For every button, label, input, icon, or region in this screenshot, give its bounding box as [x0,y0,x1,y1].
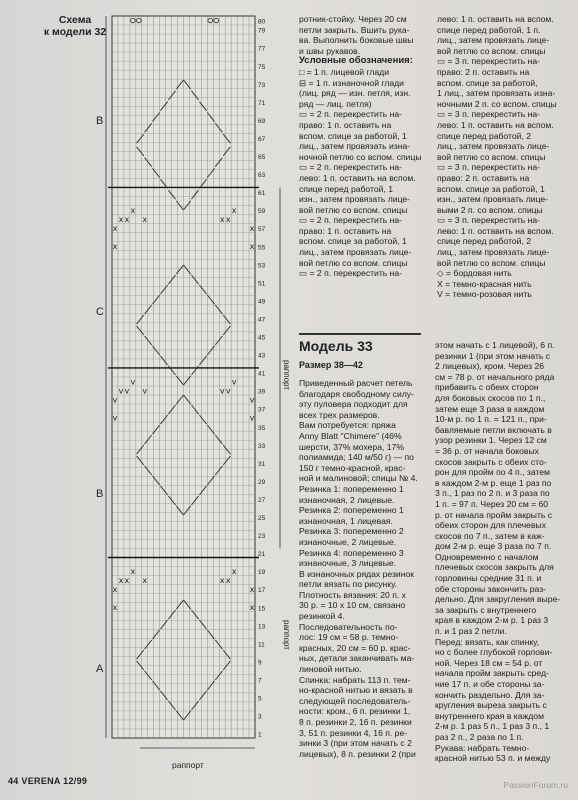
row-number: 73 [258,81,266,89]
dark-pink-stitch-symbol: v [112,413,118,423]
text-line: V = темно-розовая нить [437,289,532,300]
rapport-bottom-label: раппорт [172,760,204,770]
text-line: лево: 1 п. оставить на вспом. [437,14,554,24]
text-line: Последовательность по- [299,621,398,632]
text-line: 30 р. = 10 х 10 см, связано [299,600,406,611]
text-line: затем еще 3 раза в каждом [435,403,545,414]
text-line: лево: 1 п. оставить на вспом. [437,225,554,236]
text-line: кончить раздельно. Для за- [435,689,545,700]
text-line: за закрыть с внутреннего [435,604,537,615]
dark-red-stitch-symbol: x [249,603,255,613]
section-rule [299,333,421,335]
row-number: 49 [258,298,266,306]
text-line: горловины средние 31 п. и [435,573,542,584]
dark-red-stitch-symbol: x [130,567,136,577]
text-line: узор резинки 1. Через 12 см [435,435,547,446]
text-line: изнаночная, 2 лицевые. [299,494,395,505]
row-number: 21 [258,551,266,559]
text-line: см = 78 р. от начального ряда [435,371,555,382]
text-line: р. от начала пройм закрыть с [435,509,553,520]
text-line: изн., затем провязать лице- [299,194,411,205]
text-line: ночной петлю со вспом. спицы [299,151,422,162]
text-line: Anny Blatt "Chimere" (46% [299,430,402,441]
row-number: 55 [258,244,266,252]
row-number: 35 [258,424,266,432]
text-line: п. и 1 раз 2 петли. [435,626,507,637]
text-line: красной нитью 53 п. и между [435,753,551,764]
row-number: 65 [258,154,266,162]
text-line: право: 1 п. оставить на [299,119,392,130]
dark-red-stitch-symbol: x [118,576,124,586]
text-line: ▭ = 2 п. перекрестить на- [299,215,403,226]
text-line: лицевых), 8 п. резинки 2 (при [299,748,416,759]
chart-title-line1: Схема [58,14,92,26]
text-line: внутреннего края в каждом [435,710,544,721]
text-line: ▭ = 2 п. перекрестить на- [299,162,403,173]
row-number: 80 [258,18,266,26]
dark-red-stitch-symbol: x [249,242,255,252]
text-line: Перед: вязать, как спинку, [435,636,540,647]
right-column-text [435,340,573,764]
row-number: 37 [258,406,266,414]
dark-red-stitch-symbol: x [118,215,124,225]
text-line: шерсти, 37% мохера, 17% [299,441,404,452]
text-line: спице перед работой, 1 [299,183,393,194]
dark-red-stitch-symbol: x [231,567,237,577]
text-line: рон для пройм по 4 п., затем [435,467,550,478]
page-footer: 44 VERENA 12/99 [8,776,88,786]
text-line: обеих сторон для плечевых [435,520,547,531]
middle-column-text [299,378,427,759]
row-number: 41 [258,370,266,378]
text-line: изнаночная, 1 лицевая. [299,515,393,526]
text-line: следующей последователь- [299,695,411,706]
text-line: вспом. спице за работой, 1 [437,183,545,194]
row-number: 67 [258,135,266,143]
text-line: изнаночные, 3 лицевые. [299,558,397,569]
text-line: петли закрыть. Вшить рука- [299,24,410,35]
dark-red-stitch-symbol: x [112,224,118,234]
dark-pink-stitch-symbol: v [231,377,237,387]
text-line: эту пуловера подходит для [299,399,408,410]
text-line: Одновременно с началом [435,551,539,562]
section-label: B [96,488,104,500]
text-line: право: 2 п. оставить на [437,172,530,183]
section-label: B [96,115,104,127]
dark-red-stitch-symbol: x [219,215,225,225]
row-number: 3 [258,713,262,721]
row-number: 59 [258,208,266,216]
text-line: в каждом 2-м р. еще 1 раз по [435,477,552,488]
text-line: для боковых скосов по 1 п., [435,392,546,403]
dark-pink-stitch-symbol: v [142,386,148,396]
text-line: ▭ = 2 п. перекрестить на- [299,268,403,279]
text-line: 1 п. = 97 п. Через 20 см = 60 [435,498,549,509]
text-line: ⊟ = 1 п. изнаночной глади [299,77,404,88]
text-line: вспом. спице за работой, 1 [299,130,407,141]
text-line: вспом. спице за работой, [437,77,538,88]
model-title: Модель 33 [299,338,373,354]
text-line: но с более глубокой горлови- [435,647,553,658]
chart-title-line2: к модели 32 [43,26,107,38]
row-number: 29 [258,478,266,486]
dark-red-stitch-symbol: x [142,215,148,225]
dark-pink-stitch-symbol: v [219,386,225,396]
text-line: Резинка 1: попеременно 1 [299,483,404,494]
text-line: Приведенный расчет петель [299,378,413,388]
row-number: 11 [258,641,265,649]
text-line: вой петлю со вспом. спицы [437,257,546,268]
row-number: 43 [258,352,266,360]
text-line: ряд — лиц. петля) [299,98,372,109]
text-line: вой петлю со вспом. спицы [437,45,546,56]
text-line: спице перед работой, 2 [437,236,531,247]
text-line: 2 лицевых), кром. Через 26 [435,361,545,372]
watermark: PassionForum.ru [503,780,568,790]
text-line: всех трех размеров. [299,409,380,420]
text-line: красных, 20 см = 60 р. крас- [299,642,411,653]
row-number: 15 [258,605,266,613]
legend-title: Условные обозначения: [299,55,413,67]
text-line: но-красной нитью и вязать в [299,685,413,696]
text-line: лиц., затем провязать лице- [437,35,550,46]
text-line: 2-м р. 1 раз 5 п., 1 раз 3 п., 1 [435,721,550,732]
text-line: края в каждом 2-м р. 1 раз 3 [435,615,549,626]
text-line: Резинка 4: попеременно 3 [299,547,404,558]
row-number: 19 [258,569,266,577]
row-number: 75 [258,63,266,71]
dark-red-stitch-symbol: x [225,576,231,586]
text-line: Плотность вязания: 20 п. х [299,589,406,600]
text-line: лиц., затем провязать лице- [437,141,550,152]
dark-red-stitch-symbol: x [142,576,148,586]
text-line: благодаря свободному силу- [299,388,414,399]
row-number: 1 [258,731,262,739]
text-line: ротник-стойку. Через 20 см [299,14,407,24]
rapport-vertical-label-2: раппорт [282,620,291,650]
rapport-vertical-label: раппорт [282,360,291,390]
text-line: 10-м р. по 1 п. = 121 п., при- [435,414,547,425]
text-line: 3 п., 1 раз по 2 п. и 3 раза по [435,488,550,499]
row-number: 53 [258,262,266,270]
dark-red-stitch-symbol: x [112,603,118,613]
dark-red-stitch-symbol: x [112,242,118,252]
row-number: 61 [258,190,266,198]
row-number: 17 [258,587,266,595]
row-number: 25 [258,515,266,523]
text-line: выми 2 п. со вспом. спицы [437,204,543,215]
text-line: изн., затем провязать лице- [437,194,549,205]
row-number: 33 [258,442,266,450]
text-line: Рукава: набрать темно- [435,742,530,753]
text-line: и швы рукавов. [299,45,361,56]
row-number: 9 [258,659,262,667]
text-line: Резинка 3: попеременно 2 [299,526,404,537]
text-line: зинки 3 (при этом начать с 2 [299,738,412,749]
text-line: (лиц. ряд — изн. петля, изн. [299,88,411,99]
text-line: право: 2 п. оставить на [437,66,530,77]
text-line: лиц., затем провязать лице- [437,247,550,258]
legend-left [299,67,431,279]
text-line: X = темно-красная нить [437,278,532,289]
text-line: бавляемые петли включать в [435,424,552,435]
text-line: ▭ = 3 п. перекрестить на- [437,56,541,67]
section-label: A [96,663,104,675]
text-line: спице перед работой, 1 п. [437,24,541,35]
row-number: 27 [258,496,266,504]
row-number: 79 [258,27,266,35]
text-line: полиамида; 140 м/50 г) — по [299,452,414,463]
text-line: линовой нитью. [299,664,362,675]
row-number: 39 [258,388,266,396]
dark-pink-stitch-symbol: v [249,413,255,423]
text-line: ▭ = 3 п. перекрестить на- [437,162,541,173]
text-line: вой петлю со вспом. спицы [299,257,408,268]
text-line: этом начать с 1 лицевой), 6 п. [435,340,555,350]
text-line: лиц., затем провязать изна- [299,141,411,152]
row-number: 5 [258,695,262,703]
text-line: вой петлю со вспом. спицы [437,151,546,162]
row-number: 51 [258,280,266,288]
section-label: C [96,306,104,318]
text-line: вой петлю со вспом. спицы [299,204,408,215]
dark-red-stitch-symbol: x [249,224,255,234]
row-number: 45 [258,334,266,342]
text-line: раз 2 п., 2 раза по 1 п. [435,731,524,742]
text-line: плечевых скосов закрыть для [435,562,554,573]
text-line: Спинка: набрать 113 п. тем- [299,674,411,685]
dark-red-stitch-symbol: x [130,206,136,216]
legend-right [437,14,573,300]
text-line: ночными 2 п. со вспом. спицы [437,98,557,109]
text-line: лево: 1 п. оставить на вспом. [437,119,554,130]
text-line: ности: кром., 6 п. резинки 1, [299,706,411,717]
dark-red-stitch-symbol: x [124,215,130,225]
right-col-top-text [299,14,431,279]
text-line: 1 лиц., затем провязать изна- [437,88,556,99]
row-number: 47 [258,316,266,324]
text-line: ние 17 п. и обе стороны за- [435,679,545,689]
text-line: резинки 1 (при этом начать с [435,350,551,361]
row-number: 69 [258,117,266,125]
dark-pink-stitch-symbol: v [130,377,136,387]
dark-pink-stitch-symbol: v [118,386,124,396]
text-line: 150 г темно-красной, крас- [299,462,406,473]
text-line: изнаночные, 2 лицевые. [299,536,397,547]
text-line: обе стороны закончить раз- [435,583,547,594]
text-line: кругления выреза закрыть с [435,700,547,711]
text-line: дельно. Для закругления выре- [435,594,561,605]
text-line: 8 п. резинки 2, 16 п. резинки [299,717,412,727]
text-line: ◇ = бордовая нить [437,268,512,279]
dark-pink-stitch-symbol: v [249,395,255,405]
row-number: 71 [258,99,266,107]
text-line: спице перед работой, 2 [437,130,531,141]
dark-red-stitch-symbol: x [124,576,130,586]
text-line: Резинка 2: попеременно 1 [299,505,404,516]
text-line: резинкой 4. [299,611,345,622]
dark-red-stitch-symbol: x [225,215,231,225]
row-number: 13 [258,623,266,631]
text-line: скосов закрыть с обеих сто- [435,456,547,467]
text-line: лево: 1 п. оставить на вспом. [299,172,416,183]
text-line: Вам потребуется: пряжа [299,420,396,431]
dark-red-stitch-symbol: x [219,576,225,586]
text-line: ных, детали заканчивать ма- [299,653,415,664]
text-line: □ = 1 п. лицевой глади [299,66,389,77]
knitting-chart [0,0,290,775]
text-line: прибавить с обеих сторон [435,382,539,393]
text-line: ▭ = 3 п. перекрестить на- [437,109,541,120]
row-number: 57 [258,226,266,234]
dark-red-stitch-symbol: x [231,206,237,216]
dark-pink-stitch-symbol: v [112,395,118,405]
row-number: 23 [258,533,266,541]
text-line: ▭ = 3 п. перекрестить на- [437,215,541,226]
text-line: = 36 р. от начала боковых [435,445,539,456]
row-number: 63 [258,172,266,180]
text-line: вспом. спице за работой, 1 [299,236,407,247]
text-line: дом 2-м р. еще 3 раза по 7 п. [435,541,552,552]
dark-pink-stitch-symbol: v [225,386,231,396]
dark-pink-stitch-symbol: v [124,386,130,396]
text-line: петли вязать по рисунку. [299,579,397,590]
text-line: ной и малиновой; спицы № 4. [299,473,418,484]
row-number: 31 [258,460,266,468]
text-line: ▭ = 2 п. перекрестить на- [299,109,403,120]
dark-red-stitch-symbol: x [112,585,118,595]
text-line: ной. Через 18 см = 54 р. от [435,657,543,668]
text-line: начала пройм закрыть сред- [435,668,549,679]
text-line: В изнаночных рядах резинок [299,568,415,579]
dark-red-stitch-symbol: x [249,585,255,595]
row-number: 77 [258,45,266,53]
text-line: лос: 19 см = 58 р. темно- [299,632,399,643]
text-line: 3, 51 п. резинки 4, 16 п. ре- [299,727,408,738]
size-heading: Размер 38—42 [299,360,363,370]
text-line: право: 1 п. оставить на [299,225,392,236]
text-line: ва. Выполнить боковые швы [299,35,414,46]
row-number: 7 [258,677,262,685]
text-line: лиц., затем провязать лице- [299,247,412,258]
text-line: скосов по 7 п., затем в каж- [435,530,545,541]
